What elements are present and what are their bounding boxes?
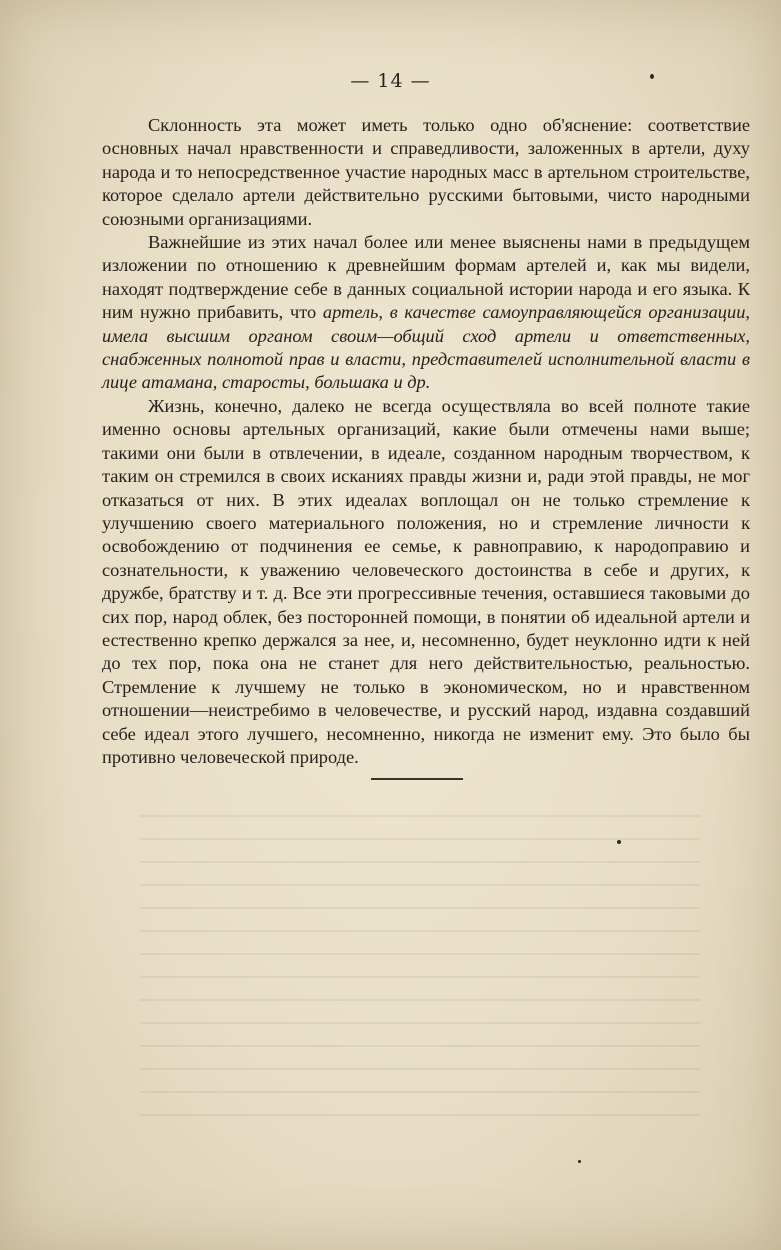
- ink-speck: [578, 1160, 581, 1163]
- paragraph-1-text: Склонность эта может иметь только одно об'яснение: соответствие основных начал нравственности и справедливости, заложенных в артели, духу народа и то непосредственное участие народных масс в артельном строительстве, которое сделало артели действительно русскими бытовыми, чисто народными союзными организациями.: [102, 115, 750, 229]
- paragraph-3-text: Жизнь, конечно, далеко не всегда осуществляла во всей полноте такие именно основы артельных организаций, какие были отмечены нами выше; такими они были в отвлечении, в идеале, созданном народным творчеством, к таким он стремился в своих исканиях правды жизни и, ради этой правды, не мог отказаться от них. В этих идеалах воплощал он не только стремление к улучшению своего материального положения, но и стремление личности к освобождению от подчинения ее семье, к равноправию, к народоправию и сознательности, к уважению человеческого достоинства в себе и других, к дружбе, братству и т. д. Все эти прогрессивные течения, оставшиеся таковыми до сих пор, народ облек, без посторонней помощи, в понятии об идеальной артели и естественно крепко держался за нее, и, несомненно, будет неуклонно идти к ней до тех пор, пока она не станет для него действительностью, реальностью. Стремление к лучшему не только в экономическом, но и нравственном отношении—неистребимо в человечестве, и русский народ, издавна создавший себе идеал этого лучшего, несомненно, никогда не изменит ему. Это было бы противно человеческой природе.: [102, 395, 750, 767]
- paragraph-2: [102, 231, 750, 395]
- show-through-texture: [140, 800, 700, 1130]
- page-number: — 14 —: [350, 70, 431, 92]
- ink-speck: [617, 840, 621, 844]
- paragraph-2-italic-text: артель, в качестве самоуправляющейся организации, имела высшим органом своим—общий сход артели и ответственных, снабженных полнотой прав и власти, представителей исполнительной власти в лице атамана, старосты, большака и др.: [102, 302, 750, 393]
- paragraph-2-text: Важнейшие из этих начал более или менее выяснены нами в предыдущем изложении по отношению к древнейшим формам артелей и, как мы видели, находят подтверждение себе в данных социальной истории народа и его языка. К ним нужно прибавить, что: [102, 232, 750, 323]
- ink-speck: [650, 74, 654, 79]
- paragraph-1: [102, 114, 750, 231]
- body-text: [102, 114, 750, 769]
- closing-rule: [371, 778, 463, 780]
- paragraph-3: [102, 395, 750, 770]
